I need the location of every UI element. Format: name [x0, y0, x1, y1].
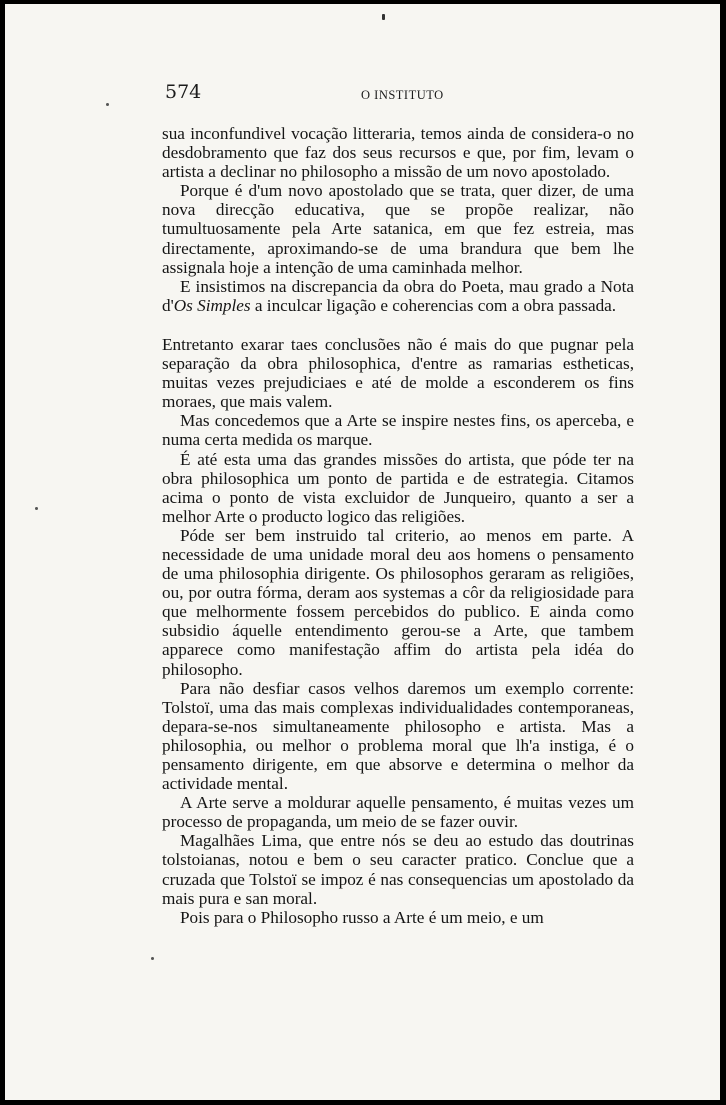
paragraph: A Arte serve a moldurar aquelle pensamento, é muitas vezes um processo de propaganda, um meio de se fazer ouvir. [162, 793, 634, 832]
paragraph: Mas concedemos que a Arte se inspire nestes fins, os aperceba, e numa certa medida os marque. [162, 411, 634, 450]
book-title: Os Simples [173, 295, 251, 315]
paragraph-text: a inculcar ligação e coherencias com a obra passada. [250, 295, 617, 315]
paragraph: Póde ser bem instruido tal criterio, ao menos em parte. A necessidade de uma unidade moral deu aos homens o pensamento de uma philosophia dirigente. Os philosophos geraram as religiões, ou, por outra fórma, deram aos systemas a côr da religiosidade para que melhormente fossem percebidos do publico. E ainda como subsidio áquelle entendimento gerou-se a Arte, que tambem apparece como manifestação affim do artista pela idéa do philosopho. [162, 525, 634, 679]
print-speck [35, 507, 38, 510]
paragraph [162, 277, 634, 315]
print-speck [151, 957, 154, 960]
book-page [5, 4, 720, 1100]
page-number: 574 [165, 81, 202, 103]
paragraph: É até esta uma das grandes missões do artista, que póde ter na obra philosophica um ponto de partida e de estrategia. Citamos acima o ponto de vista excluidor de Junqueiro, quanto a ser a melhor Arte o producto logico das religiões. [162, 449, 634, 526]
paragraph: Pois para o Philosopho russo a Arte é um meio, e um [180, 907, 544, 927]
body-text [162, 124, 634, 927]
paragraph: Para não desfiar casos velhos daremos um exemplo corrente: Tolstoï, uma das mais complexas individualidades contemporaneas, depara-se-nos simultaneamente philosopho e artista. Mas a philosophia, ou melhor o problema moral que lh'a instiga, é o pensamento dirigente, em que absorve e determina o melhor da actividade mental. [162, 678, 634, 794]
running-title: O INSTITUTO [361, 88, 444, 102]
paragraph: sua inconfundivel vocação litteraria, temos ainda de considera-o no desdobramento que faz dos seus recursos e que, por fim, levam o artista a declinar no philosopho a missão de um novo apostolado. [162, 124, 634, 182]
print-mark [382, 14, 385, 20]
paragraph-text: E insistimos na discrepancia da obra do Poeta, mau grado a Nota d' [162, 276, 634, 315]
page-header [5, 81, 720, 105]
paragraph: Magalhães Lima, que entre nós se deu ao estudo das doutrinas tolstoianas, notou e bem o seu caracter pratico. Conclue que a cruzada que Tolstoï se impoz é nas consequencias um apostolado da mais pura e san moral. [162, 831, 634, 908]
paragraph: Porque é d'um novo apostolado que se trata, quer dizer, de uma nova direcção educativa, que se propõe realizar, não tumultuosamente pela Arte satanica, em que fez estreia, mas directamente, aproximando-se de uma brandura que bem lhe assignala hoje a intenção de uma caminhada melhor. [162, 181, 634, 277]
paragraph: Entretanto exarar taes conclusões não é mais do que pugnar pela separação da obra philosophica, d'entre as ramarias estheticas, muitas vezes prejudiciaes e até de molde a esconderem os fins moraes, que mais valem. [162, 334, 634, 412]
